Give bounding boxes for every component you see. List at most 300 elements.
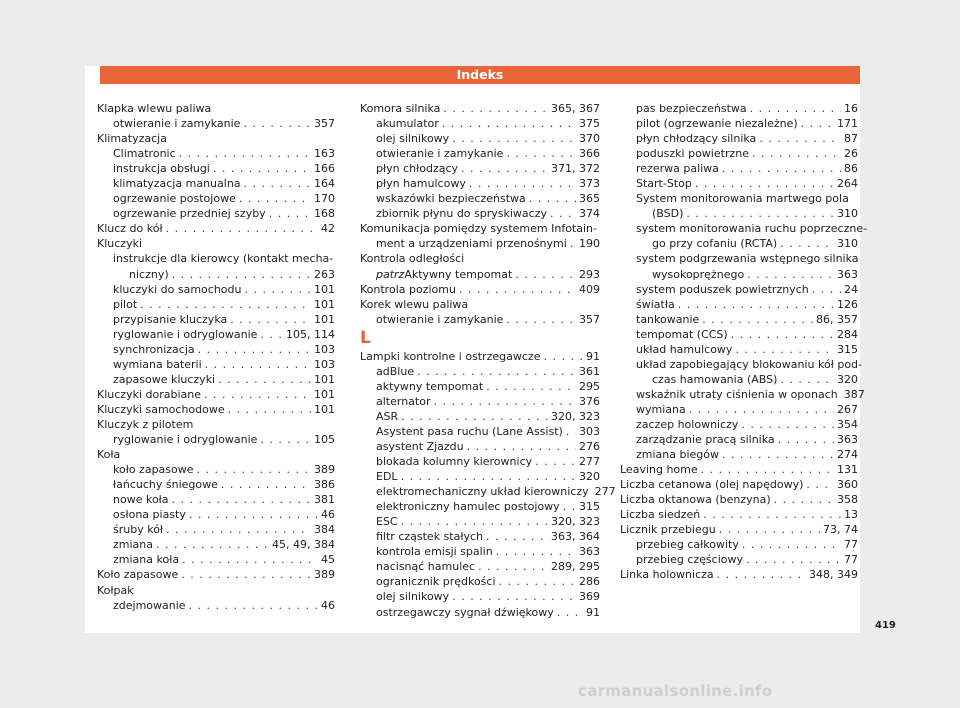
page-reference: 363	[837, 267, 858, 281]
index-entry	[360, 312, 600, 327]
index-entry	[620, 251, 858, 281]
page-reference: 73, 74	[823, 523, 858, 537]
entry-term: ogranicznik prędkości	[376, 575, 496, 589]
entry-term: adBlue	[376, 364, 415, 378]
index-entry	[360, 379, 600, 394]
leader-dots	[239, 191, 311, 206]
index-entry	[360, 454, 600, 469]
leader-dots	[570, 236, 576, 251]
entry-term: Kluczyki dorabiane	[97, 387, 201, 401]
leader-dots	[469, 176, 576, 191]
page-reference: 348, 349	[809, 568, 858, 582]
index-entry	[97, 432, 335, 447]
index-entry	[360, 131, 600, 146]
index-entry	[97, 462, 335, 477]
page-reference: 13	[844, 508, 858, 522]
leader-dots	[780, 236, 834, 251]
leader-dots	[221, 477, 311, 492]
leader-dots	[742, 537, 841, 552]
entry-term: otwieranie i zamykanie	[113, 117, 241, 131]
index-entry	[97, 327, 335, 342]
index-entry	[360, 251, 600, 266]
index-entry	[360, 364, 600, 379]
index-entry	[620, 327, 858, 342]
entry-term: filtr cząstek stałych	[376, 530, 483, 544]
entry-term: ogrzewanie przedniej szyby	[113, 207, 266, 221]
page-reference: 295	[579, 379, 600, 393]
entry-term: asystent Zjazdu	[376, 439, 464, 453]
leader-dots	[204, 387, 311, 402]
entry-term: ASR	[376, 409, 399, 423]
entry-term: Liczba oktanowa (benzyna)	[620, 493, 771, 507]
index-entry	[620, 297, 858, 312]
entry-term: Klucz do kół	[97, 222, 163, 236]
leader-dots	[506, 312, 576, 327]
watermark: carmanualsonline.info	[578, 682, 773, 700]
index-entry	[620, 312, 858, 327]
leader-dots	[166, 221, 318, 236]
entry-term: instrukcja obsługi	[113, 162, 210, 176]
index-entry	[620, 417, 858, 432]
entry-term: nowe koła	[113, 493, 169, 507]
entry-term: otwieranie i zamykanie	[376, 147, 504, 161]
entry-term: aktywny tempomat	[376, 379, 484, 393]
page-reference: 284	[837, 327, 858, 341]
index-entry	[620, 342, 858, 357]
index-entry	[360, 544, 600, 559]
entry-term: czas hamowania (ABS)	[652, 372, 778, 386]
entry-term: tankowanie	[636, 312, 700, 326]
entry-term: pilot	[113, 297, 138, 311]
leader-dots	[722, 161, 841, 176]
page-reference: 274	[837, 448, 858, 462]
index-header: Indeks	[100, 66, 860, 84]
page-reference: 24	[844, 282, 858, 296]
leader-dots	[269, 206, 311, 221]
page-reference: 101	[314, 372, 335, 386]
entry-term: system poduszek powietrznych	[636, 282, 809, 296]
page-reference: 267	[837, 402, 858, 416]
page-reference: 370	[579, 132, 600, 146]
leader-dots	[243, 116, 311, 131]
entry-term: wysokoprężnego	[652, 267, 745, 281]
index-entry	[620, 507, 858, 522]
entry-term: wskazówki bezpieczeństwa	[376, 192, 526, 206]
entry-term: Licznik przebiegu	[620, 523, 716, 537]
entry-term: nacisnąć hamulec	[376, 560, 476, 574]
index-entry	[97, 522, 335, 537]
index-entry	[360, 514, 600, 529]
index-entry	[360, 529, 600, 544]
leader-dots	[478, 559, 548, 574]
page-reference: 357	[579, 312, 600, 326]
page-reference: 363	[837, 433, 858, 447]
page-reference: 366	[579, 147, 600, 161]
index-section-letter: L	[360, 327, 371, 348]
entry-term: Korek wlewu paliwa	[360, 297, 469, 311]
index-entry	[360, 469, 600, 484]
entry-term: Koła	[97, 448, 121, 462]
entry-term: wymiana	[636, 402, 686, 416]
entry-term: Kontrola odległości	[360, 252, 465, 266]
page-reference: 101	[314, 282, 335, 296]
page-reference: 384	[314, 523, 335, 537]
entry-term: pilot (ogrzewanie niezależne)	[636, 117, 798, 131]
page-reference: 101	[314, 297, 335, 311]
page-reference: 42	[321, 222, 335, 236]
page-reference: 131	[837, 463, 858, 477]
index-entry	[97, 477, 335, 492]
index-entry	[97, 567, 335, 582]
index-entry	[360, 605, 600, 620]
index-entry	[620, 492, 858, 507]
leader-dots	[499, 574, 576, 589]
page-reference: 105	[314, 433, 335, 447]
entry-term: Liczba siedzeń	[620, 508, 701, 522]
index-entry	[620, 552, 858, 567]
entry-term: blokada kolumny kierownicy	[376, 455, 533, 469]
leader-dots	[417, 364, 576, 379]
entry-term: ryglowanie i odryglowanie	[113, 433, 258, 447]
entry-term: łańcuchy śniegowe	[113, 478, 218, 492]
index-entry	[97, 372, 335, 387]
index-entry	[360, 176, 600, 191]
leader-dots	[433, 394, 576, 409]
page-reference: 303	[579, 424, 600, 438]
entry-term: wymiana baterii	[113, 357, 202, 371]
index-entry	[97, 492, 335, 507]
leader-dots	[752, 146, 841, 161]
leader-dots	[812, 282, 841, 297]
leader-dots	[801, 116, 834, 131]
index-entry	[360, 161, 600, 176]
entry-term: zmiana	[113, 538, 153, 552]
page-reference: 46	[321, 508, 335, 522]
leader-dots	[166, 522, 311, 537]
leader-dots	[774, 492, 834, 507]
index-entry	[360, 484, 616, 499]
leader-dots	[179, 146, 311, 161]
leader-dots	[741, 417, 834, 432]
leader-dots	[467, 439, 576, 454]
entry-term: patrz	[376, 267, 405, 281]
page-reference: 86	[844, 162, 858, 176]
entry-term: synchronizacja	[113, 342, 195, 356]
entry-term: otwieranie i zamykanie	[376, 312, 504, 326]
entry-term: zarządzanie pracą silnika	[636, 433, 775, 447]
page-reference: 46	[321, 598, 335, 612]
page-reference: 101	[314, 402, 335, 416]
page-reference: 277	[579, 455, 600, 469]
entry-term: ogrzewanie postojowe	[113, 192, 236, 206]
page-reference: 77	[844, 553, 858, 567]
leader-dots	[717, 567, 806, 582]
page-reference: 365	[579, 192, 600, 206]
entry-term: ostrzegawczy sygnał dźwiękowy	[376, 605, 554, 619]
index-entry	[360, 191, 600, 206]
index-entry	[360, 394, 600, 409]
entry-term: instrukcje dla kierowcy (kontakt mecha-	[113, 252, 334, 266]
entry-term: (BSD)	[652, 207, 684, 221]
index-column-2	[360, 101, 616, 620]
index-entry	[620, 131, 858, 146]
leader-dots	[496, 544, 576, 559]
leader-dots	[515, 267, 576, 282]
leader-dots	[550, 206, 576, 221]
index-entry	[620, 447, 858, 462]
page-reference: 103	[314, 357, 335, 371]
index-entry	[620, 191, 858, 221]
entry-term: alternator	[376, 394, 431, 408]
page-reference: 310	[837, 237, 858, 251]
entry-term: elektromechaniczny układ kierowniczy	[376, 485, 589, 499]
leader-dots	[529, 191, 576, 206]
page-reference: 363, 364	[551, 530, 600, 544]
entry-term: Asystent pasa ruchu (Lane Assist)	[376, 424, 563, 438]
page-reference: 166	[314, 162, 335, 176]
entry-term: Kluczyki	[97, 237, 142, 251]
entry-term: ryglowanie i odryglowanie	[113, 327, 258, 341]
entry-term: wskaźnik utraty ciśnienia w oponach	[636, 387, 838, 401]
index-entry	[360, 282, 600, 297]
index-entry	[97, 447, 335, 462]
index-entry	[97, 146, 335, 161]
page-reference: 389	[314, 568, 335, 582]
leader-dots	[218, 372, 311, 387]
leader-dots	[189, 507, 318, 522]
leader-dots	[695, 176, 834, 191]
index-entry	[620, 176, 858, 191]
index-entry	[97, 507, 335, 522]
entry-term: poduszki powietrzne	[636, 147, 749, 161]
index-entry	[97, 537, 335, 552]
entry-term: EDL	[376, 470, 398, 484]
entry-term: Kołpak	[97, 583, 134, 597]
index-entry	[97, 116, 335, 131]
leader-dots	[686, 206, 834, 221]
index-entry	[620, 432, 858, 447]
leader-dots	[442, 116, 576, 131]
leader-dots	[746, 552, 841, 567]
leader-dots	[566, 424, 576, 439]
leader-dots	[443, 101, 548, 116]
page-reference: 86, 357	[816, 312, 858, 326]
index-entry	[360, 559, 600, 574]
index-entry	[620, 537, 858, 552]
leader-dots	[544, 349, 584, 364]
index-entry	[620, 387, 865, 402]
leader-dots	[486, 529, 548, 544]
page-reference: 126	[837, 297, 858, 311]
index-entry	[360, 221, 600, 251]
leader-dots	[750, 101, 841, 116]
entry-term: układ zapobiegający blokowaniu kół pod-	[636, 357, 862, 371]
entry-term: Kontrola poziomu	[360, 282, 456, 296]
page-reference: 45	[321, 553, 335, 567]
index-entry	[97, 417, 335, 432]
entry-term: płyn chłodzący	[376, 162, 459, 176]
entry-term: osłona piasty	[113, 508, 186, 522]
leader-dots	[535, 454, 576, 469]
entry-term: rezerwa paliwa	[636, 162, 719, 176]
page-reference: 376	[579, 394, 600, 408]
leader-dots	[401, 514, 548, 529]
page-reference: 293	[579, 267, 600, 281]
page-reference: 375	[579, 117, 600, 131]
index-entry	[620, 116, 858, 131]
page-reference: 389	[314, 463, 335, 477]
leader-dots	[213, 161, 311, 176]
leader-dots	[759, 131, 841, 146]
leader-dots	[244, 176, 311, 191]
page-reference: 374	[579, 207, 600, 221]
entry-term: zbiornik płynu do spryskiwaczy	[376, 207, 548, 221]
leader-dots	[198, 342, 311, 357]
index-entry	[97, 598, 335, 613]
entry-term: Climatronic	[113, 147, 176, 161]
index-entry	[620, 567, 858, 582]
leader-dots	[731, 327, 834, 342]
entry-term: Lampki kontrolne i ostrzegawcze	[360, 349, 541, 363]
page-reference: 170	[314, 192, 335, 206]
leader-dots	[156, 537, 269, 552]
entry-term: Kluczyk z pilotem	[97, 417, 194, 431]
page-reference: 373	[579, 177, 600, 191]
entry-term: go przy cofaniu (RCTA)	[652, 237, 778, 251]
index-entry	[620, 221, 868, 251]
entry-term: tempomat (CCS)	[636, 327, 728, 341]
leader-dots	[719, 522, 820, 537]
entry-term: płyn chłodzący silnika	[636, 132, 757, 146]
leader-dots	[461, 161, 548, 176]
leader-dots	[260, 327, 283, 342]
index-entry	[97, 583, 335, 598]
leader-dots	[401, 409, 548, 424]
index-entry	[97, 282, 335, 297]
page-reference: 320	[579, 470, 600, 484]
entry-term: układ hamulcowy	[636, 342, 733, 356]
leader-dots	[172, 267, 311, 282]
index-entry	[97, 206, 335, 221]
leader-dots	[182, 552, 318, 567]
entry-term: olej silnikowy	[376, 132, 450, 146]
entry-term: przebieg częściowy	[636, 553, 743, 567]
index-entry	[620, 357, 862, 387]
entry-term: zapasowe kluczyki	[113, 372, 216, 386]
page-reference: 101	[314, 387, 335, 401]
index-entry	[97, 342, 335, 357]
index-entry	[360, 206, 600, 221]
leader-dots	[172, 492, 311, 507]
leader-dots	[689, 402, 834, 417]
index-entry	[97, 312, 335, 327]
entry-term: światła	[636, 297, 675, 311]
entry-term: system podgrzewania wstępnego silnika	[636, 252, 859, 266]
index-entry	[620, 477, 858, 492]
leader-dots	[735, 342, 834, 357]
page-reference: 91	[586, 605, 600, 619]
index-entry	[620, 282, 858, 297]
index-entry	[97, 402, 335, 417]
leader-dots	[260, 432, 311, 447]
leader-dots	[401, 469, 576, 484]
entry-term: płyn hamulcowy	[376, 177, 466, 191]
index-entry	[360, 116, 600, 131]
page-reference: 16	[844, 102, 858, 115]
index-entry	[360, 349, 600, 364]
page-reference: 363	[579, 545, 600, 559]
page-reference: 360	[837, 478, 858, 492]
page-reference: 103	[314, 342, 335, 356]
page-reference: 168	[314, 207, 335, 221]
index-entry	[620, 146, 858, 161]
entry-term: Koło zapasowe	[97, 568, 179, 582]
page-reference: 101	[314, 312, 335, 326]
entry-term: Linka holownicza	[620, 568, 714, 582]
index-entry	[97, 176, 335, 191]
entry-term: klimatyzacja manualna	[113, 177, 241, 191]
page-reference: 310	[837, 207, 858, 221]
entry-term: system monitorowania ruchu poprzeczne-	[636, 222, 868, 236]
page-reference: 315	[837, 342, 858, 356]
leader-dots	[459, 282, 576, 297]
leader-dots	[452, 131, 576, 146]
index-entry	[360, 439, 600, 454]
page-reference: 361	[579, 364, 600, 378]
page-reference: 381	[314, 493, 335, 507]
leader-dots	[205, 357, 311, 372]
leader-dots	[452, 589, 576, 604]
leader-dots	[702, 312, 813, 327]
leader-dots	[703, 507, 841, 522]
index-entry	[360, 101, 600, 116]
entry-term: śruby kół	[113, 523, 164, 537]
index-entry	[97, 101, 335, 116]
leader-dots	[701, 462, 834, 477]
entry-term: przebieg całkowity	[636, 538, 739, 552]
index-entry	[97, 251, 335, 281]
entry-term: Leaving home	[620, 463, 698, 477]
entry-term: olej silnikowy	[376, 590, 450, 604]
leader-dots	[506, 146, 576, 161]
index-column-1	[97, 101, 335, 613]
page-reference: 91	[586, 349, 600, 363]
entry-term: Komora silnika	[360, 102, 441, 115]
leader-dots	[197, 462, 311, 477]
entry-term: ESC	[376, 515, 398, 529]
index-entry	[97, 236, 335, 251]
index-entry	[97, 191, 335, 206]
entry-term: Start-Stop	[636, 177, 692, 191]
leader-dots	[189, 598, 318, 613]
index-column-3	[620, 101, 868, 583]
page-reference: 263	[314, 267, 335, 281]
page-reference: 371, 372	[551, 162, 600, 176]
page-reference: 357	[314, 117, 335, 131]
index-entry	[97, 357, 335, 372]
leader-dots	[230, 312, 311, 327]
entry-term: ment a urządzeniami przenośnymi	[376, 237, 567, 251]
page-reference: 320, 323	[551, 409, 600, 423]
leader-dots	[181, 567, 311, 582]
page-reference: 354	[837, 417, 858, 431]
page-reference: 277	[594, 485, 616, 499]
entry-term: System monitorowania martwego pola	[636, 192, 849, 206]
index-entry	[620, 101, 858, 116]
entry-term: zdejmowanie	[113, 598, 186, 612]
page-reference: 164	[314, 177, 335, 191]
page-reference: 264	[837, 177, 858, 191]
